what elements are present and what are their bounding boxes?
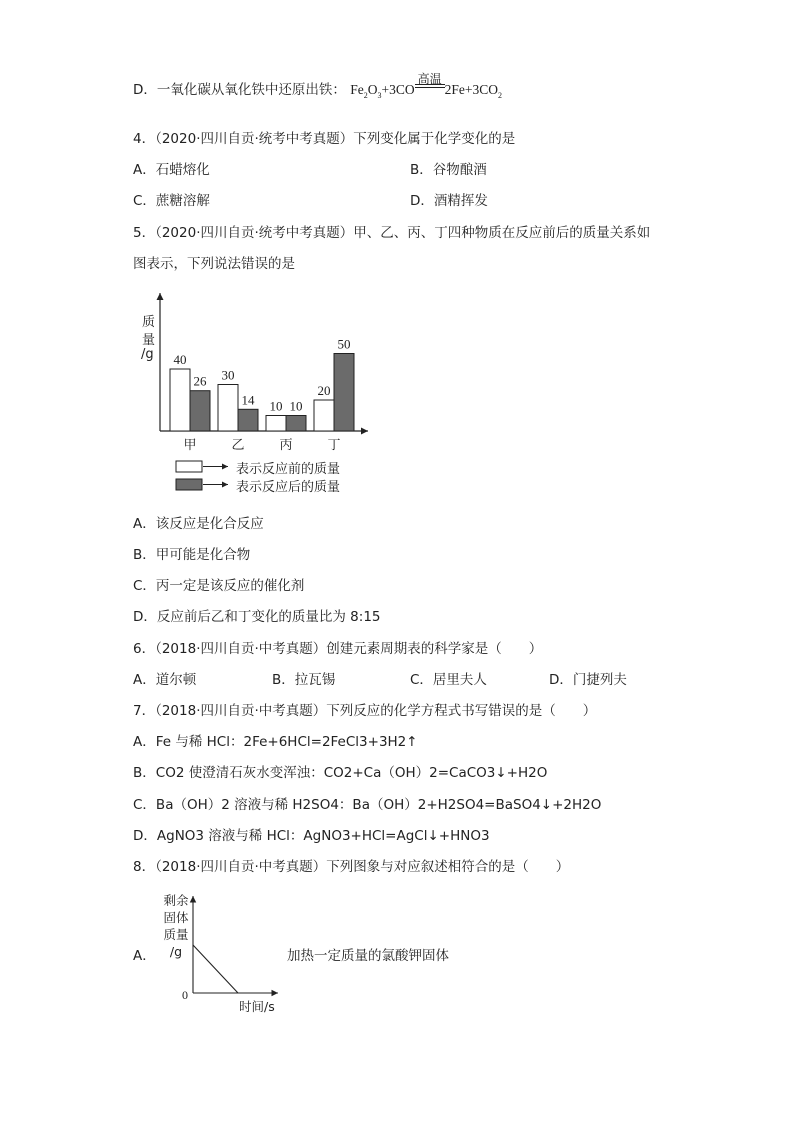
bar-after-0 — [190, 391, 210, 431]
q6-stem: 6．（2018·四川自贡·中考真题）创建元素周期表的科学家是（ ） — [133, 641, 543, 657]
q6-option-a: A．道尔顿 — [133, 672, 197, 688]
q4-option-c: C．蔗糖溶解 — [133, 193, 210, 209]
q8-ylabel-2: 固体 — [163, 910, 189, 925]
q5-bar-chart — [130, 285, 380, 500]
bar-value-label: 40 — [173, 352, 187, 367]
bar-value-label: 26 — [193, 373, 207, 389]
q5-option-a: A．该反应是化合反应 — [133, 516, 264, 532]
bar-after-3 — [334, 354, 354, 432]
q3-option-d — [133, 72, 502, 102]
legend-label-before: 表示反应前的质量 — [236, 462, 341, 477]
q8-xlabel: 时间/s — [239, 999, 275, 1014]
category-label: 甲 — [183, 438, 197, 453]
q7-option-a: A．Fe 与稀 HCl：2Fe+6HCl=2FeCl3+3H2↑ — [133, 734, 418, 750]
y-label-2: 量 — [142, 333, 156, 348]
q6-option-b: B．拉瓦锡 — [272, 672, 336, 688]
q8-option-a-graph — [155, 888, 295, 1018]
bar-value-label: 50 — [337, 336, 351, 352]
bar-value-label: 30 — [221, 367, 235, 383]
y-label-3: /g — [141, 347, 154, 362]
bar-before-2 — [266, 416, 286, 432]
category-label: 丁 — [327, 438, 341, 453]
legend-label-after: 表示反应后的质量 — [236, 480, 341, 495]
q6-option-d: D．门捷列夫 — [549, 672, 627, 688]
q7-option-d: D．AgNO3 溶液与稀 HCl：AgNO3+HCl=AgCl↓+HNO3 — [133, 828, 490, 844]
q5-stem-line1: 5．（2020·四川自贡·统考中考真题）甲、乙、丙、丁四种物质在反应前后的质量关系如 — [133, 225, 651, 241]
bar-after-2 — [286, 416, 306, 432]
category-label: 乙 — [231, 438, 245, 453]
q8-ylabel-4: /g — [169, 944, 183, 959]
q5-stem-line2: 图表示，下列说法错误的是 — [133, 256, 295, 272]
legend-swatch-after — [176, 479, 202, 490]
q8-data-line — [193, 945, 238, 993]
bar-after-1 — [238, 409, 258, 431]
q4-option-d: D．酒精挥发 — [410, 193, 488, 209]
q8-ylabel-1: 剩余 — [163, 893, 189, 908]
q5-option-b: B．甲可能是化合物 — [133, 547, 251, 563]
q7-option-c: C．Ba（OH）2 溶液与稀 H2SO4：Ba（OH）2+H2SO4=BaSO4↓+2H2O — [133, 797, 602, 813]
legend-swatch-before — [176, 461, 202, 472]
bar-value-label: 14 — [241, 392, 255, 408]
q8-ylabel-3: 质量 — [163, 927, 189, 942]
y-label-1: 质 — [142, 315, 156, 330]
q8-option-a-desc: 加热一定质量的氯酸钾固体 — [287, 948, 449, 964]
q5-option-c: C．丙一定是该反应的催化剂 — [133, 578, 305, 594]
bar-before-1 — [218, 385, 238, 432]
q3-equation: $Fe_2O_3+3CO$ 高温 $2Fe+3CO_2$ — [350, 72, 502, 100]
category-label: 丙 — [279, 438, 293, 453]
q6-option-c: C．居里夫人 — [410, 672, 487, 688]
q4-stem: 4．（2020·四川自贡·统考中考真题）下列变化属于化学变化的是 — [133, 131, 516, 147]
q4-option-a: A．石蜡熔化 — [133, 162, 210, 178]
bar-before-3 — [314, 400, 334, 431]
bar-value-label: 10 — [289, 398, 303, 414]
q8-origin: 0 — [182, 988, 188, 1002]
q7-stem: 7．（2018·四川自贡·中考真题）下列反应的化学方程式书写错误的是（ ） — [133, 703, 597, 719]
q8-stem: 8．（2018·四川自贡·中考真题）下列图象与对应叙述相符合的是（ ） — [133, 859, 570, 875]
bar-value-label: 20 — [317, 383, 331, 398]
q4-option-b: B．谷物酿酒 — [410, 162, 487, 178]
q8-option-a-label: A． — [133, 948, 156, 964]
q7-option-b: B．CO2 使澄清石灰水变浑浊：CO2+Ca（OH）2=CaCO3↓+H2O — [133, 765, 548, 781]
bar-before-0 — [170, 369, 190, 431]
q3-eq-condition: 高温 — [415, 80, 445, 100]
bar-value-label: 10 — [269, 398, 283, 414]
q3-option-d-label: D．一氧化碳从氧化铁中还原出铁： — [133, 82, 346, 98]
q5-option-d: D．反应前后乙和丁变化的质量比为 8:15 — [133, 609, 381, 625]
